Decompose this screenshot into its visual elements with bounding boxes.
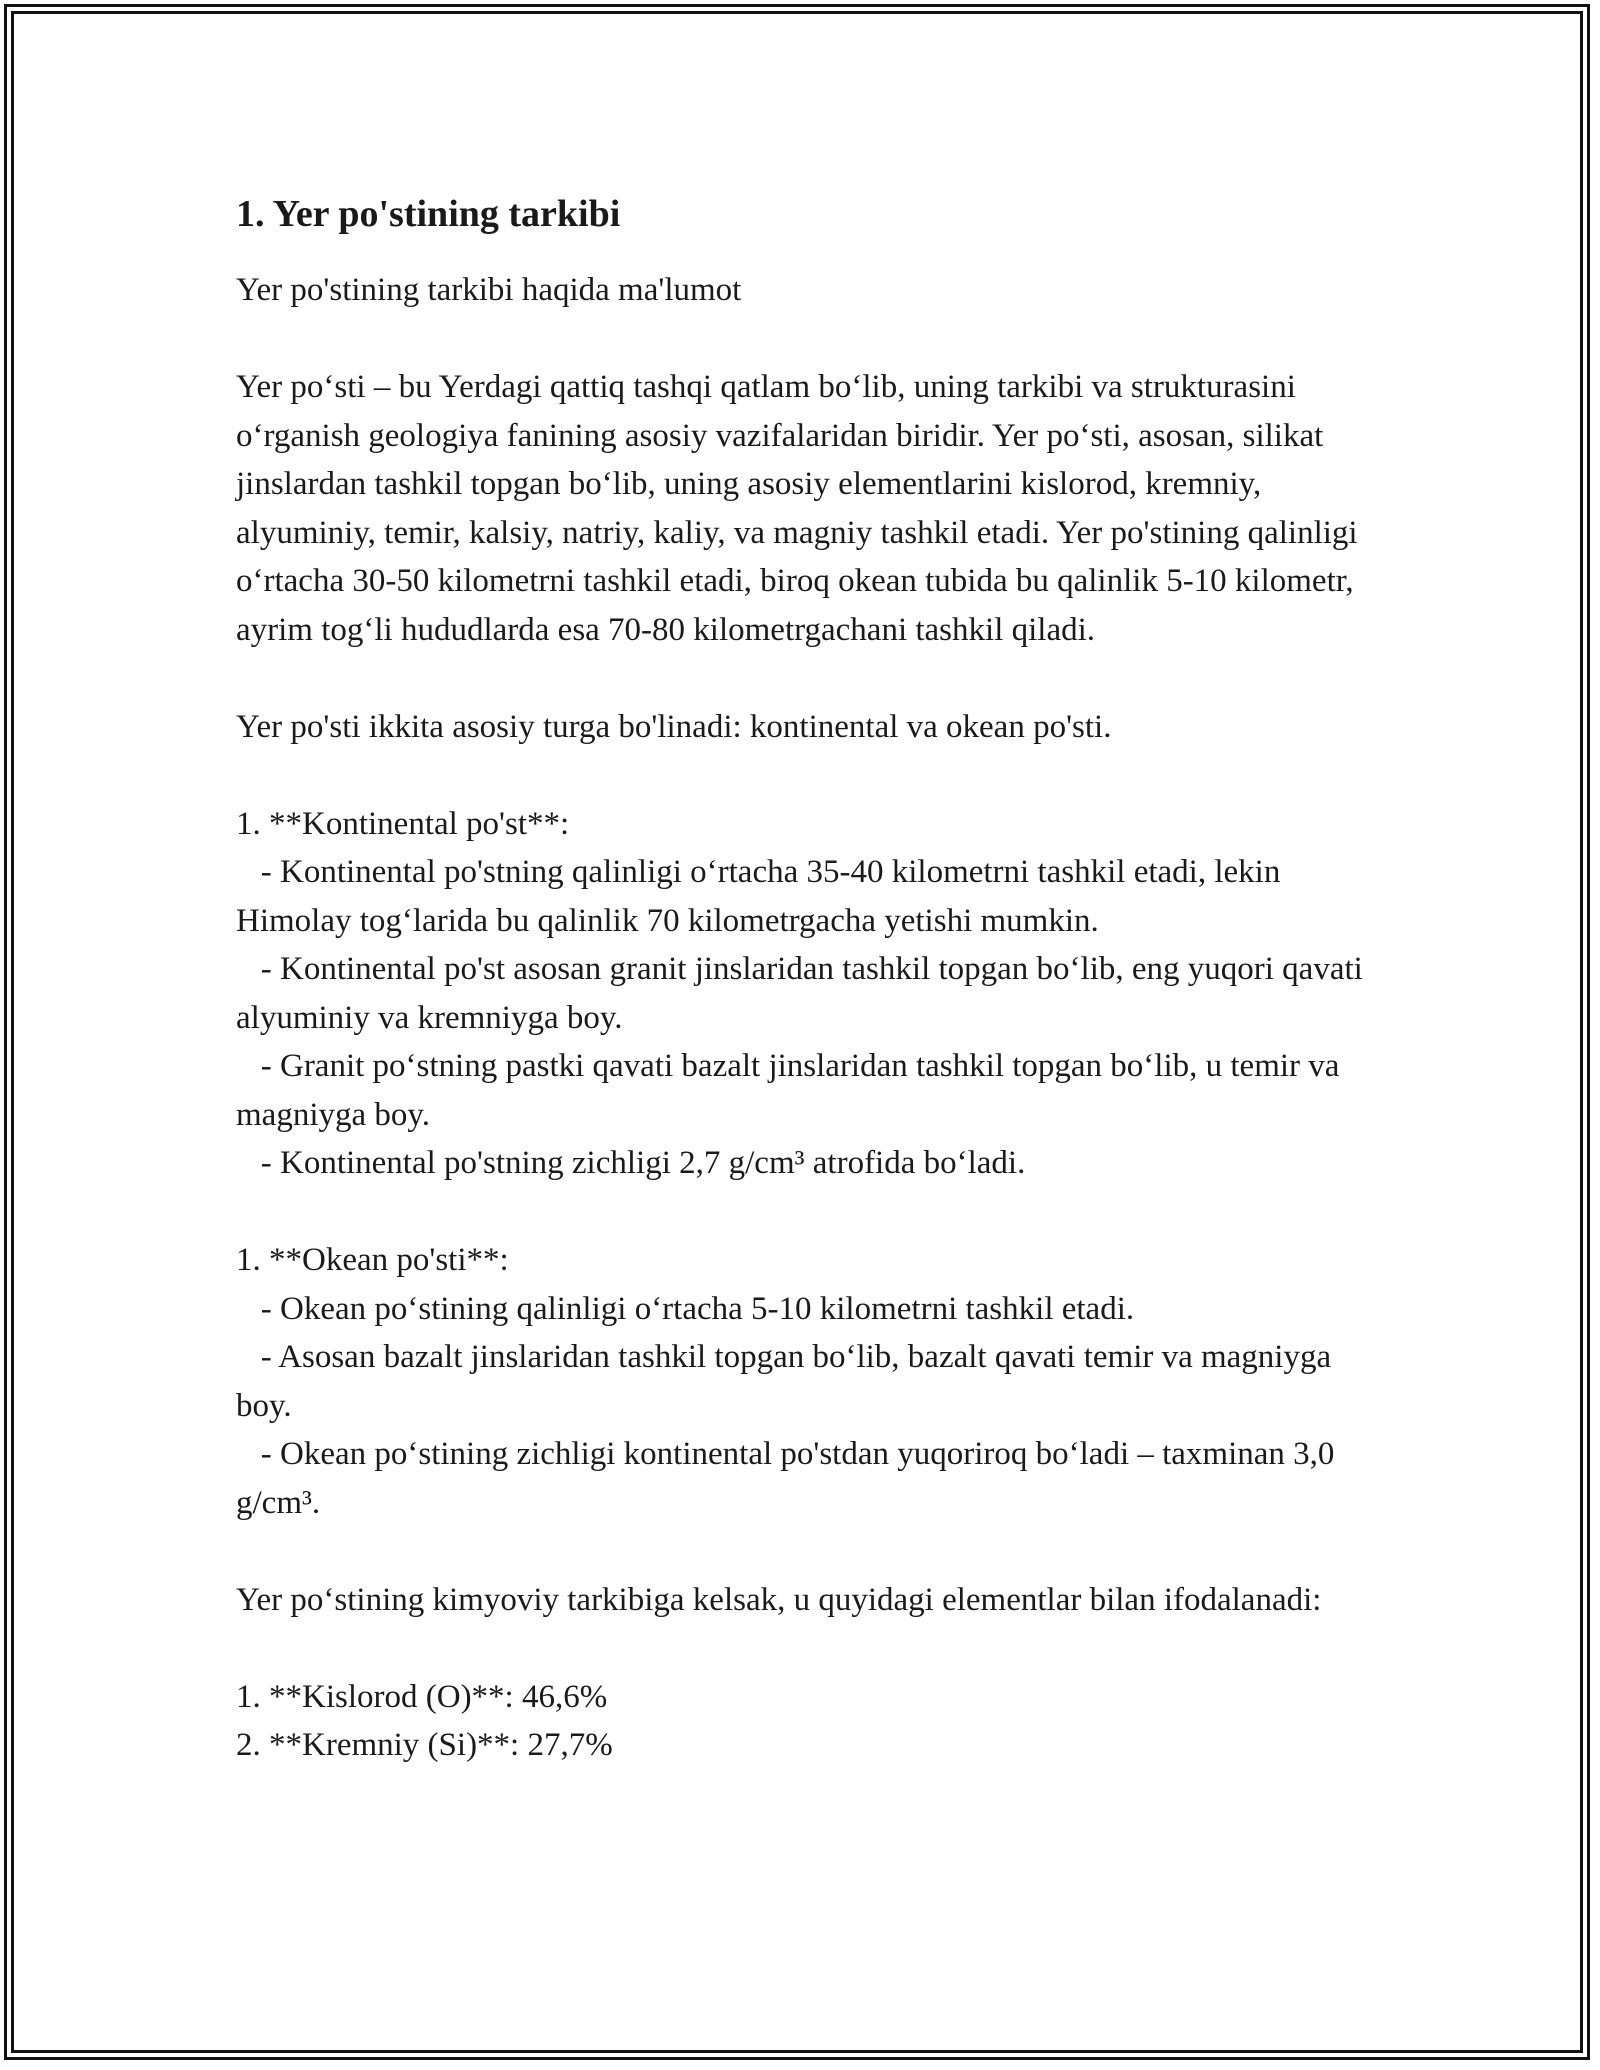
ocean-section: [236, 1236, 1366, 1527]
list-item-text: - Kontinental po'st asosan granit jinslaridan tashkil topgan bo‘lib, eng yuqori qavati alyuminiy va kremniyga boy.: [236, 951, 1363, 1036]
spacer: [236, 654, 1366, 703]
list-item: [236, 1285, 1366, 1334]
spacer: [236, 1527, 1366, 1576]
list-item-text: - Okean po‘stining zichligi kontinental po'stdan yuqoriroq bo‘ladi – taxminan 3,0 g/cm³.: [236, 1436, 1335, 1521]
continental-heading: 1. **Kontinental po'st**:: [236, 805, 570, 842]
list-item: [236, 848, 1366, 945]
chemistry-sentence: Yer po‘stining kimyoviy tarkibiga kelsak, u quyidagi elementlar bilan ifodalanadi:: [236, 1581, 1322, 1618]
indent: [236, 854, 261, 890]
spacer: [236, 315, 1366, 364]
types-sentence: Yer po'sti ikkita asosiy turga bo'linadi: kontinental va okean po'sti.: [236, 708, 1112, 745]
list-item-text: - Okean po‘stining qalinligi o‘rtacha 5-10 kilometrni tashkil etadi.: [260, 1290, 1135, 1327]
document-subtitle: Yer po'stining tarkibi haqida ma'lumot: [236, 272, 742, 308]
element-item-silicon: 2. **Kremniy (Si)**: 27,7%: [236, 1727, 613, 1763]
element-item-oxygen: 1. **Kislorod (O)**: 46,6%: [236, 1678, 608, 1715]
indent: [236, 1291, 261, 1327]
continental-section: [236, 800, 1366, 1188]
list-item-text: - Kontinental po'stning qalinligi o‘rtacha 35-40 kilometrni tashkil etadi, lekin Himolay tog‘larida bu qalinlik 70 kilometrgacha yetishi mumkin.: [236, 854, 1281, 939]
indent: [236, 951, 261, 987]
list-item: [236, 1042, 1366, 1139]
elements-list: [236, 1673, 1366, 1770]
list-item-text: - Kontinental po'stning zichligi 2,7 g/cm³ atrofida bo‘ladi.: [260, 1145, 1026, 1181]
indent: [236, 1339, 261, 1375]
indent: [236, 1436, 261, 1472]
intro-paragraph: Yer po‘sti – bu Yerdagi qattiq tashqi qatlam bo‘lib, uning tarkibi va strukturasini o‘rganish geologiya fanining asosiy vazifalaridan biridir. Yer po‘sti, asosan, silikat jinslardan tashkil topgan bo‘lib, uning asosiy elementlarini kislorod, kremniy, alyuminiy, temir, kalsiy, natriy, kaliy, va magniy tashkil etadi. Yer po'stining qalinligi o‘rtacha 30-50 kilometrni tashkil etadi, biroq okean tubida bu qalinlik 5-10 kilometr, ayrim tog‘li hududlarda esa 70-80 kilometrgachani tashkil qiladi.: [236, 369, 1358, 648]
list-item-text: - Asosan bazalt jinslaridan tashkil topgan bo‘lib, bazalt qavati temir va magniyga boy.: [236, 1339, 1332, 1424]
spacer: [236, 1624, 1366, 1673]
document-title: 1. Yer po'stining tarkibi: [236, 193, 621, 235]
list-item-text: - Granit po‘stning pastki qavati bazalt jinslaridan tashkil topgan bo‘lib, u temir va magniyga boy.: [236, 1048, 1340, 1133]
indent: [236, 1145, 261, 1181]
list-item: [236, 1333, 1366, 1430]
list-item: [236, 945, 1366, 1042]
indent: [236, 1048, 261, 1084]
ocean-heading: 1. **Okean po'sti**:: [236, 1242, 509, 1278]
list-item: [236, 1139, 1366, 1188]
list-item: [236, 1430, 1366, 1527]
spacer: [236, 1188, 1366, 1237]
spacer: [236, 751, 1366, 800]
document-body: [236, 186, 1366, 1770]
